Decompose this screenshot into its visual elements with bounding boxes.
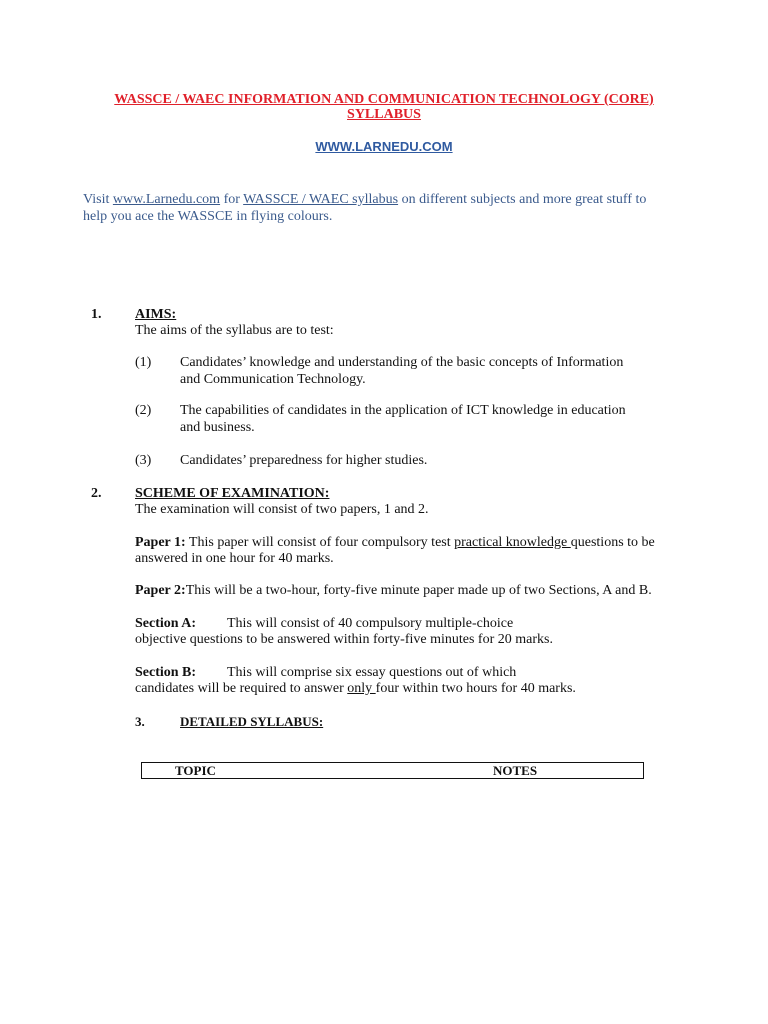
paper2-label: Paper 2:	[135, 583, 186, 598]
sectionB-line2	[135, 681, 576, 697]
aims-item-num: (3)	[135, 453, 152, 468]
paper1-label: Paper 1:	[135, 535, 186, 550]
column-topic: TOPIC	[175, 763, 216, 778]
document-title-line1: WASSCE / WAEC INFORMATION AND COMMUNICATION TECHNOLOGY (CORE)	[114, 92, 654, 107]
aims-item-text: The capabilities of candidates in the application of ICT knowledge in education	[180, 403, 626, 418]
sectionA-label: Section A:	[135, 616, 197, 631]
paper1-line2: answered in one hour for 40 marks.	[135, 551, 334, 566]
aims-item-num: (2)	[135, 403, 152, 418]
sectionB-text: This will comprise six essay questions out of which	[227, 665, 517, 680]
column-notes: NOTES	[493, 763, 538, 778]
sectionB-label: Section B:	[135, 665, 197, 680]
site-link[interactable]: WWW.LARNEDU.COM	[315, 139, 453, 154]
sectionB-line2a: candidates will be required to answer	[135, 681, 348, 696]
intro-for: for	[220, 192, 244, 207]
aims-item-text-cont: and business.	[180, 420, 255, 435]
aims-lead: The aims of the syllabus are to test:	[135, 323, 334, 338]
intro-rest: on different subjects and more great stuff to	[398, 192, 647, 207]
scheme-heading: SCHEME OF EXAMINATION:	[135, 486, 330, 501]
paper1-line1	[135, 535, 655, 551]
scheme-lead: The examination will consist of two papers, 1 and 2.	[135, 502, 429, 517]
intro-visit: Visit	[83, 192, 113, 207]
syllabus-heading: DETAILED SYLLABUS:	[180, 714, 324, 729]
sectionA-line2: objective questions to be answered within forty-five minutes for 20 marks.	[135, 632, 553, 647]
paper2-text: This will be a two-hour, forty-five minute paper made up of two Sections, A and B.	[185, 583, 652, 598]
syllabus-table-header	[141, 762, 644, 779]
sectionB-only: only	[347, 681, 376, 696]
aims-heading: AIMS:	[135, 307, 177, 322]
larnedu-link[interactable]: www.Larnedu.com	[112, 192, 221, 207]
aims-item-text-cont: and Communication Technology.	[180, 372, 366, 387]
syllabus-number: 3.	[135, 714, 145, 729]
aims-item-text: Candidates’ preparedness for higher studies.	[180, 453, 428, 468]
intro-line1	[83, 191, 646, 208]
aims-number: 1.	[91, 307, 102, 322]
aims-item-text: Candidates’ knowledge and understanding of the basic concepts of Information	[180, 355, 624, 370]
document-title-line2: SYLLABUS	[347, 107, 421, 122]
paper1-text-b: questions to be	[570, 535, 655, 550]
syllabus-link[interactable]: WASSCE / WAEC syllabus	[243, 192, 399, 207]
paper1-underlined: practical knowledge	[454, 535, 571, 550]
scheme-number: 2.	[91, 486, 102, 501]
aims-item-num: (1)	[135, 355, 152, 370]
intro-line2: help you ace the WASSCE in flying colours.	[83, 209, 333, 224]
paper2-line	[135, 583, 652, 599]
sectionB-line2b: four within two hours for 40 marks.	[375, 681, 576, 696]
paper1-text-a: This paper will consist of four compulsory test	[185, 535, 455, 550]
sectionA-text: This will consist of 40 compulsory multiple-choice	[227, 616, 514, 631]
